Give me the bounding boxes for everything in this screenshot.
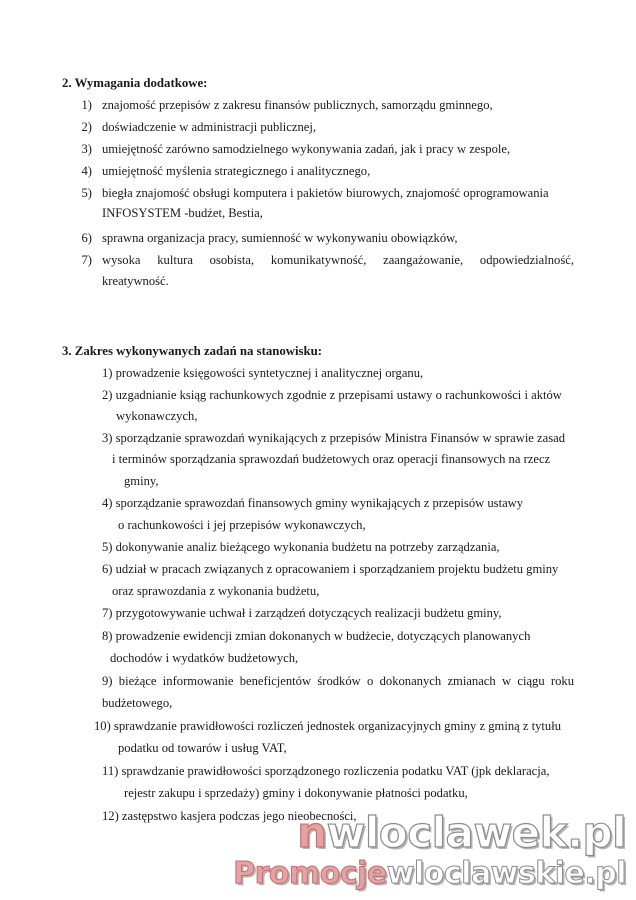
s3-item8: 8) prowadzenie ewidencji zmian dokonanych w budżecie, dotyczących planowanych [102, 629, 531, 643]
s2-item4-text: umiejętność myślenia strategicznego i analitycznego, [102, 164, 371, 178]
s2-item1-num: 1) [81, 98, 92, 112]
watermark-line1-accent: n [297, 808, 327, 857]
s3-item6: 6) udział w pracach związanych z opracowaniem i sporządzaniem projektu budżetu gminy [102, 562, 559, 576]
s3-item10-cont: podatku od towarów i usług VAT, [118, 741, 287, 755]
s3-item6-cont: oraz sprawozdania z wykonania budżetu, [112, 584, 320, 598]
watermark-nwloclawek-logo [297, 808, 626, 857]
s3-item4: 4) sporządzanie sprawozdań finansowych gminy wynikających z przepisów ustawy [102, 496, 524, 510]
s3-item3-cont2: gminy, [124, 474, 159, 488]
s2-item5-num: 5) [81, 186, 92, 200]
s3-item2-cont: wykonawczych, [116, 409, 198, 423]
s3-item12: 12) zastępstwo kasjera podczas jego nieobecności, [102, 809, 357, 823]
s3-item1: 1) prowadzenie księgowości syntetycznej i analitycznej organu, [102, 366, 424, 380]
section3-heading: 3. Zakres wykonywanych zadań na stanowisku: [62, 344, 323, 358]
s3-item7: 7) przygotowywanie uchwał i zarządzeń dotyczących realizacji budżetu gminy, [102, 606, 502, 620]
s3-item8-cont: dochodów i wydatków budżetowych, [110, 651, 299, 665]
section2-heading: 2. Wymagania dodatkowe: [62, 76, 208, 90]
s2-item7-num: 7) [81, 253, 92, 267]
watermark-line2-rest: wloclawskie.pl [386, 856, 626, 891]
s2-item3-text: umiejętność zarówno samodzielnego wykonywania zadań, jak i pracy w zespole, [102, 142, 511, 156]
s3-item5: 5) dokonywanie analiz bieżącego wykonania budżetu na potrzeby zarządzania, [102, 540, 500, 554]
watermark-line1-rest: wloclawek.pl [326, 808, 626, 857]
s3-item4-cont: o rachunkowości i jej przepisów wykonawczych, [118, 518, 366, 532]
s3-item10: 10) sprawdzanie prawidłowości rozliczeń jednostek organizacyjnych gminy z gminą z tytułu [94, 719, 561, 733]
s2-item1-text: znajomość przepisów z zakresu finansów publicznych, samorządu gminnego, [102, 98, 493, 112]
s2-item7-text-cont: kreatywność. [102, 274, 169, 288]
s3-item9: 9) bieżące informowanie beneficjentów środków o dokonanych zmianach w ciągu roku [102, 674, 574, 688]
s2-item6-num: 6) [81, 231, 92, 245]
watermark-promocje-logo [233, 856, 626, 891]
s3-item3-cont1: i terminów sporządzania sprawozdań budżetowych oraz operacji finansowych na rzecz [112, 452, 551, 466]
s3-item9-cont: budżetowego, [102, 696, 173, 710]
s3-item2: 2) uzgadnianie ksiąg rachunkowych zgodnie z przepisami ustawy o rachunkowości i aktów [102, 388, 562, 402]
s3-item11-cont: rejestr zakupu i sprzedaży) gminy i dokonywanie płatności podatku, [124, 786, 468, 800]
s3-item3: 3) sporządzanie sprawozdań wynikających z przepisów Ministra Finansów w sprawie zasad [102, 431, 566, 445]
s2-item2-text: doświadczenie w administracji publicznej, [102, 120, 317, 134]
s2-item5-text: biegła znajomość obsługi komputera i pakietów biurowych, znajomość oprogramowania [102, 186, 549, 200]
s2-item2-num: 2) [81, 120, 92, 134]
s2-item5-text-cont: INFOSYSTEM -budżet, Bestia, [102, 206, 263, 220]
watermark-line2-accent: Promocje [233, 856, 387, 891]
s2-item4-num: 4) [81, 164, 92, 178]
s2-item7-text: wysoka kultura osobista, komunikatywność, zaangażowanie, odpowiedzialność, [102, 253, 574, 267]
s2-item6-text: sprawna organizacja pracy, sumienność w wykonywaniu obowiązków, [102, 231, 458, 245]
s3-item11: 11) sprawdzanie prawidłowości sporządzonego rozliczenia podatku VAT (jpk deklaracja, [102, 764, 550, 778]
s2-item3-num: 3) [81, 142, 92, 156]
